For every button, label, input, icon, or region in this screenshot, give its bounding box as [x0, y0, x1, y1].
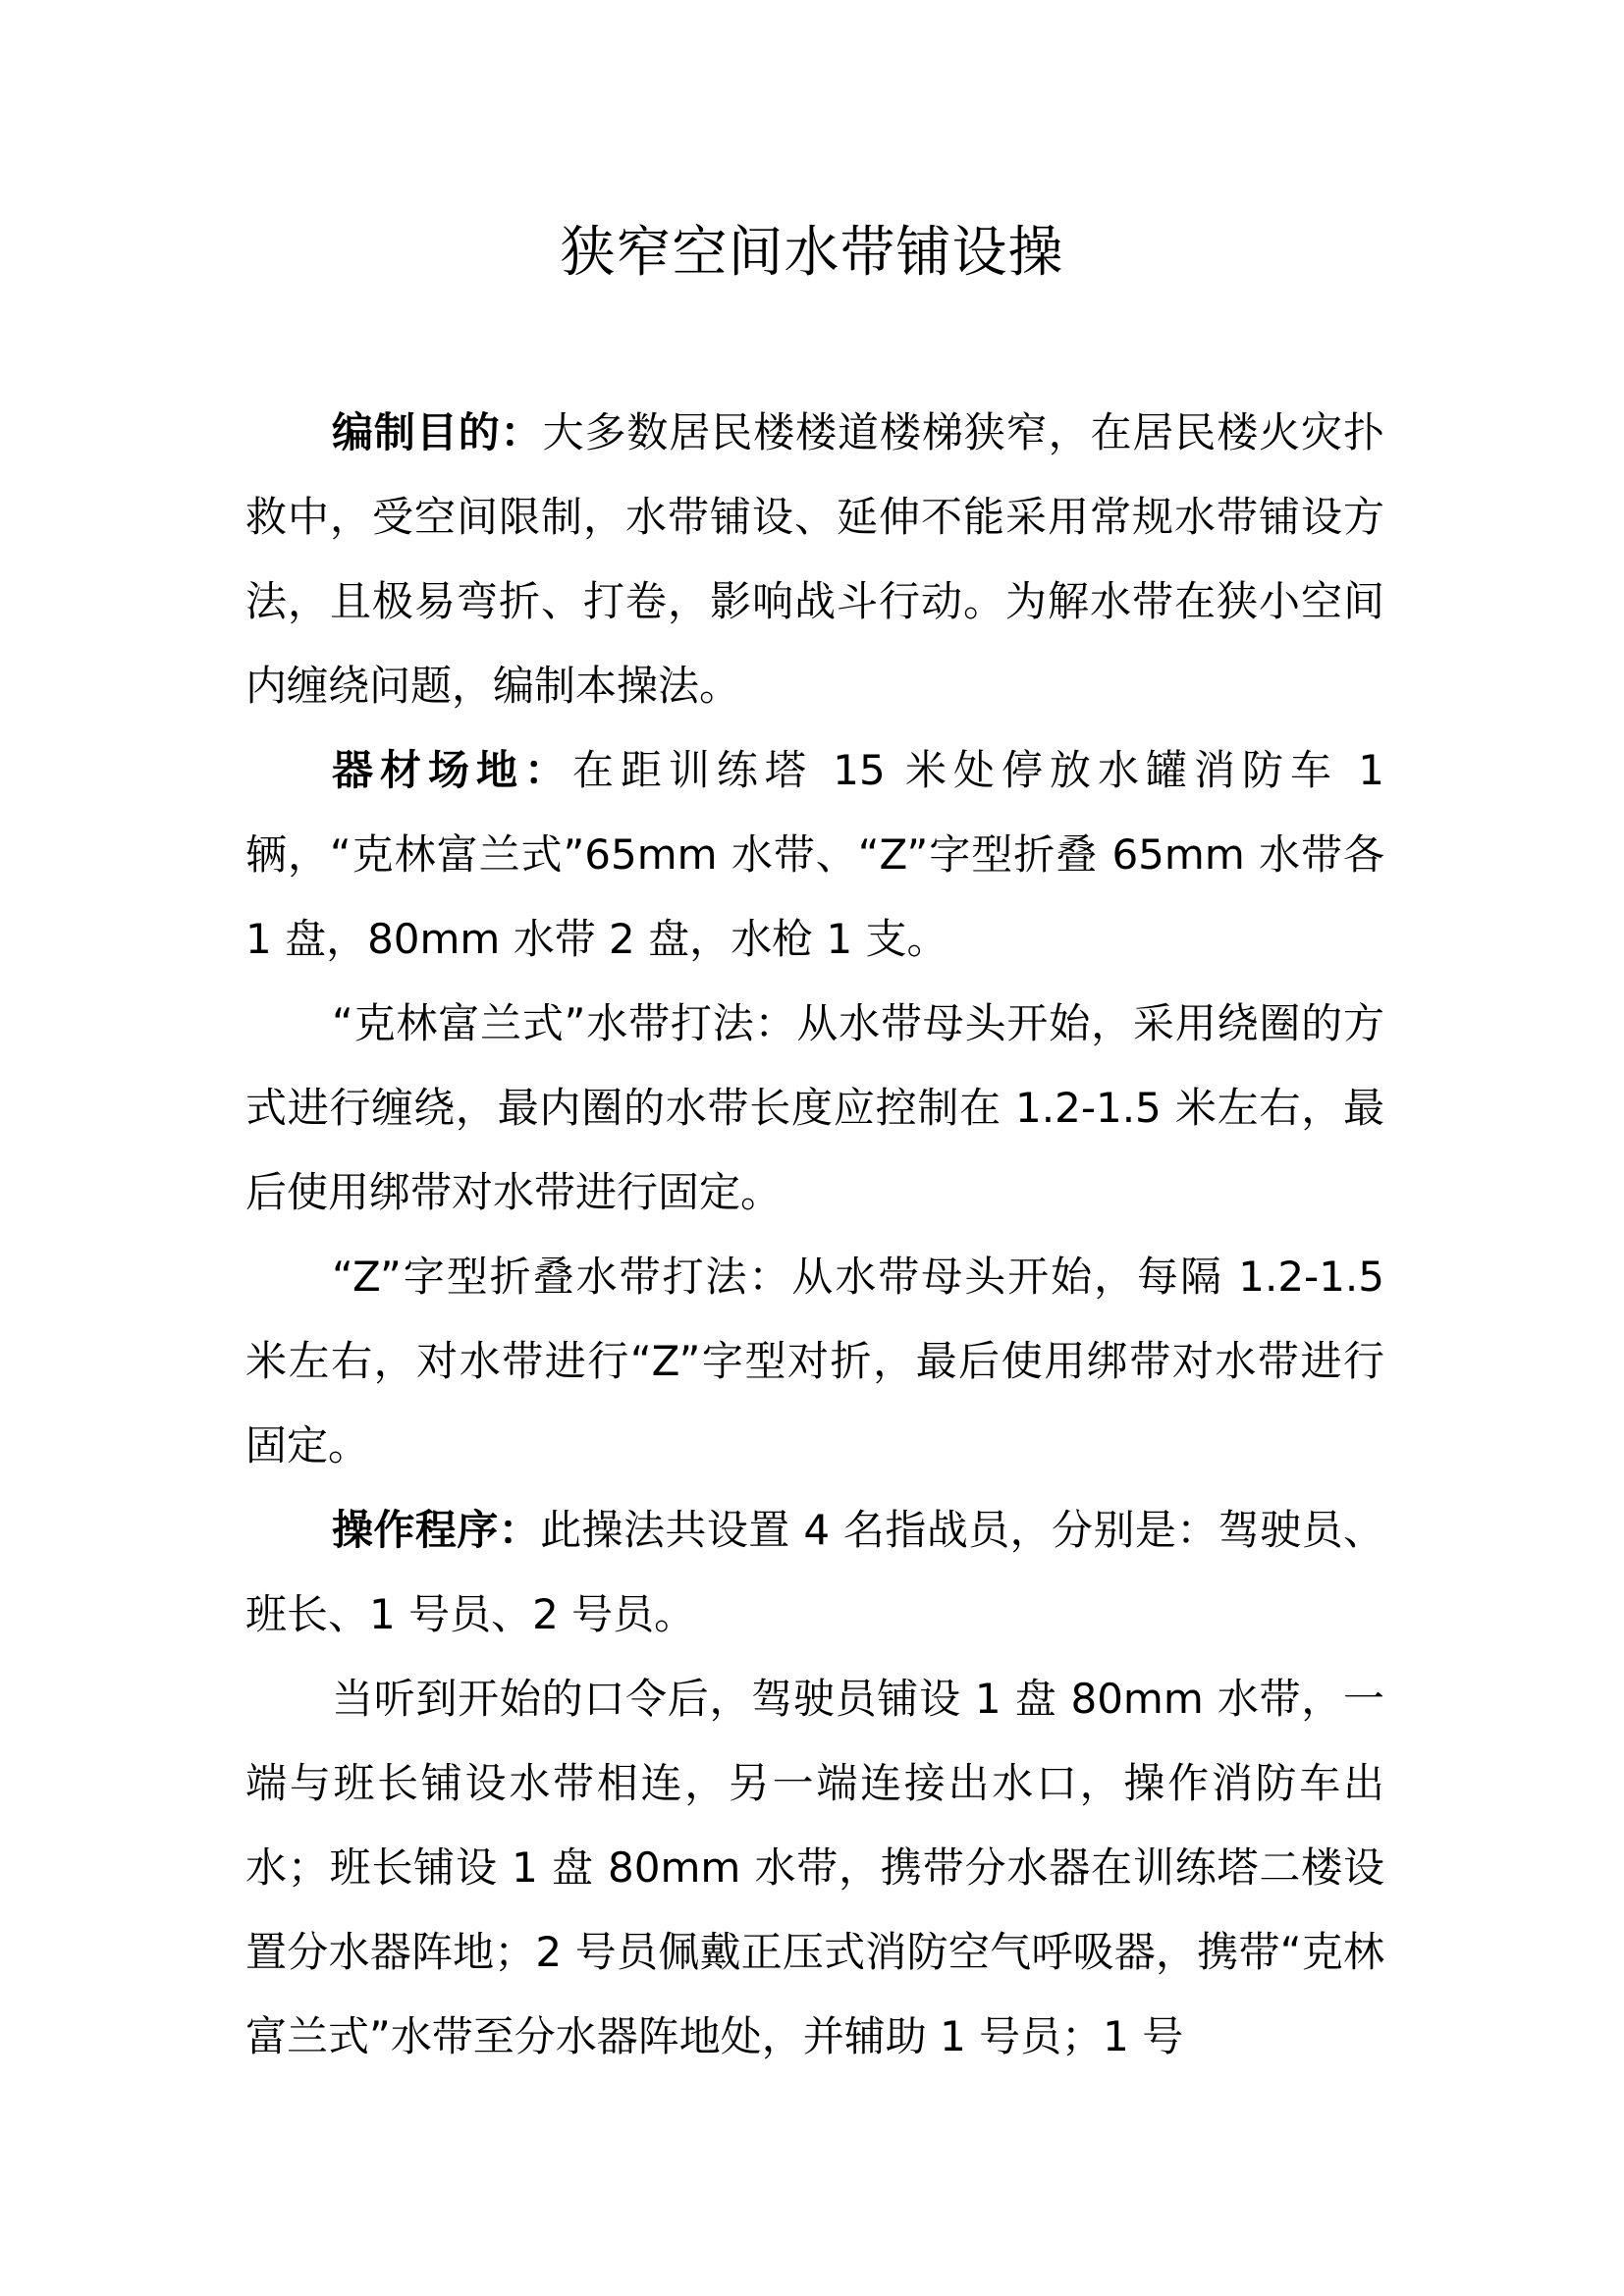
paragraph-purpose	[245, 391, 1384, 728]
paragraph-lead-equipment: 器材场地：	[332, 746, 572, 794]
paragraph-text-z-fold: “Z”字型折叠水带打法：从水带母头开始，每隔 1.2-1.5 米左右，对水带进行“Z”字型对折，最后使用绑带对水带进行固定。	[245, 1253, 1384, 1469]
paragraph-lead-purpose: 编制目的：	[332, 408, 543, 456]
paragraph-text-purpose: 大多数居民楼楼道楼梯狭窄，在居民楼火灾扑救中，受空间限制，水带铺设、延伸不能采用常规水带铺设方法，且极易弯折、打卷，影响战斗行动。为解水带在狭小空间内缠绕问题，编制本操法。	[245, 408, 1384, 710]
paragraph-text-franklin: “克林富兰式”水带打法：从水带母头开始，采用绕圈的方式进行缠绕，最内圈的水带长度应控制在 1.2-1.5 米左右，最后使用绑带对水带进行固定。	[245, 999, 1384, 1216]
paragraph-lead-procedure: 操作程序：	[332, 1506, 541, 1554]
paragraph-text-procedure: 此操法共设置 4 名指战员，分别是：驾驶员、班长、1 号员、2 号员。	[245, 1506, 1384, 1638]
paragraph-franklin-method	[245, 982, 1384, 1235]
document-body	[245, 391, 1384, 2079]
paragraph-z-fold-method	[245, 1235, 1384, 1488]
paragraph-equipment	[245, 728, 1384, 982]
paragraph-procedure	[245, 1488, 1384, 1657]
paragraph-start-sequence	[245, 1657, 1384, 2079]
paragraph-text-equipment: 在距训练塔 15 米处停放水罐消防车 1 辆，“克林富兰式”65mm 水带、“Z”字型折叠 65mm 水带各 1 盘，80mm 水带 2 盘，水枪 1 支。	[245, 746, 1384, 963]
paragraph-text-start: 当听到开始的口令后，驾驶员铺设 1 盘 80mm 水带，一端与班长铺设水带相连，另一端连接出水口，操作消防车出水；班长铺设 1 盘 80mm 水带，携带分水器在训练塔二楼设置分水器阵地；2 号员佩戴正压式消防空气呼吸器，携带“克林富兰式”水带至分水器阵地处，并辅助 1 号员；1 号	[245, 1675, 1384, 2060]
document-title: 狭窄空间水带铺设操	[560, 221, 1064, 285]
